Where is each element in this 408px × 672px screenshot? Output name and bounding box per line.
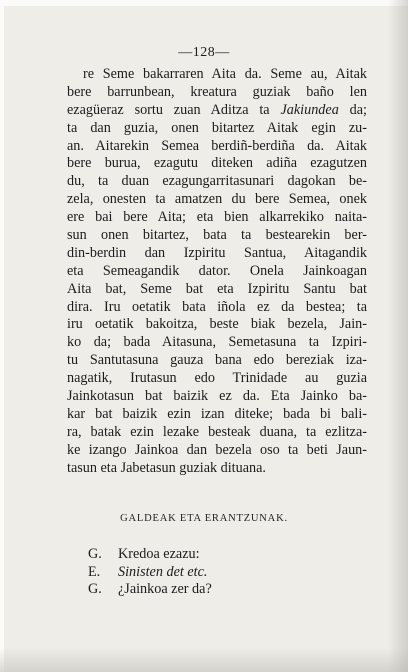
text-segment: zela, onesten ta amatzen du bere Semea, onek xyxy=(67,191,367,208)
text-segment: bere burua, ezagutu diteken adiña ezagutzen xyxy=(67,155,367,172)
italic-term: Jakiundea xyxy=(280,101,339,118)
text-segment: tasun eta Jabetasun guziak dituana. xyxy=(67,459,266,476)
text-line xyxy=(67,120,367,138)
text-line xyxy=(67,227,367,245)
qa-row xyxy=(88,581,348,599)
text-line xyxy=(67,173,367,191)
text-line xyxy=(67,460,367,478)
qa-speaker: G. xyxy=(88,546,102,562)
text-segment: da; xyxy=(338,101,367,118)
text-line xyxy=(67,263,367,281)
qa-text: ¿Jainkoa zer da? xyxy=(118,581,212,597)
text-segment: ra, batak ezin lezake besteak duana, ta ezlitza- xyxy=(67,423,367,440)
text-line xyxy=(67,209,367,227)
text-segment: eta Semeagandik dator. Onela Jainkoagan xyxy=(67,262,367,279)
text-segment: re Seme bakarraren Aita da. Seme au, Aitak xyxy=(83,66,367,82)
text-line xyxy=(67,316,367,334)
qa-speaker: G. xyxy=(88,581,102,597)
text-line xyxy=(67,155,367,173)
text-segment: an. Aitarekin Semea berdiñ-berdiña da. Aitak xyxy=(67,137,367,154)
text-segment: ezagüeraz sortu zuan Aditza ta xyxy=(67,101,281,118)
text-line xyxy=(67,442,367,460)
text-line xyxy=(67,281,367,299)
section-heading: GALDEAK ETA ERANTZUNAK. xyxy=(120,513,288,524)
question-answer-list xyxy=(88,546,348,599)
text-segment: tu Santutasuna gauza bana edo bereziak iza- xyxy=(67,352,367,369)
text-segment: nagatik, Irutasun edo Trinidade au guzia xyxy=(67,370,367,387)
text-segment: ko da; bada Aitasuna, Semetasuna ta Izpiri- xyxy=(67,334,367,351)
text-line xyxy=(67,299,367,317)
text-segment: kar bat baizik ezin izan diteke; bada bi bali- xyxy=(67,405,367,422)
text-line xyxy=(67,370,367,388)
text-line xyxy=(67,245,367,263)
text-segment: sun onen bitartez, bata ta bestearekin ber- xyxy=(67,227,367,244)
text-segment: dira. Iru oetatik bata iñola ez da bestea; ta xyxy=(67,298,367,315)
text-segment: ke izango Jainkoa dan bezela oso ta beti Jaun- xyxy=(67,441,367,458)
page-bottom-shadow xyxy=(0,648,408,672)
text-segment: Aita bat, Seme bat eta Izpiritu Santu bat xyxy=(67,280,367,297)
page-number: —128— xyxy=(178,45,230,60)
text-line xyxy=(67,424,367,442)
text-segment: ere bai bere Aita; eta bien alkarrekiko naita- xyxy=(67,209,367,226)
text-segment: du, ta duan ezagungarritasunari dagokan be- xyxy=(67,173,367,190)
text-line xyxy=(67,406,367,424)
qa-row xyxy=(88,546,348,564)
text-segment: iru oetatik bakoitza, beste biak bezela, Jain- xyxy=(67,316,367,333)
qa-row xyxy=(88,564,348,582)
text-line xyxy=(67,388,367,406)
qa-speaker: E. xyxy=(88,563,101,580)
text-line xyxy=(67,84,367,102)
qa-text: Sinisten det etc. xyxy=(118,563,208,580)
qa-text: Kredoa ezazu: xyxy=(118,546,200,562)
body-paragraph xyxy=(67,66,367,477)
page-edge-shadow xyxy=(388,0,408,672)
text-segment: din-berdin dan Izpiritu Santua, Aitagandik xyxy=(67,244,367,261)
text-line xyxy=(67,138,367,156)
text-segment: bere barrunbean, kreatura guziak baño len xyxy=(67,83,367,100)
text-line xyxy=(67,66,367,84)
text-segment: Jainkotasun bat baizik ez da. Eta Jainko ba- xyxy=(67,388,367,405)
text-segment: ta dan guzia, onen bitartez Aitak egin zu- xyxy=(67,119,367,136)
text-line xyxy=(67,352,367,370)
text-line xyxy=(67,102,367,120)
text-line xyxy=(67,334,367,352)
text-line xyxy=(67,191,367,209)
